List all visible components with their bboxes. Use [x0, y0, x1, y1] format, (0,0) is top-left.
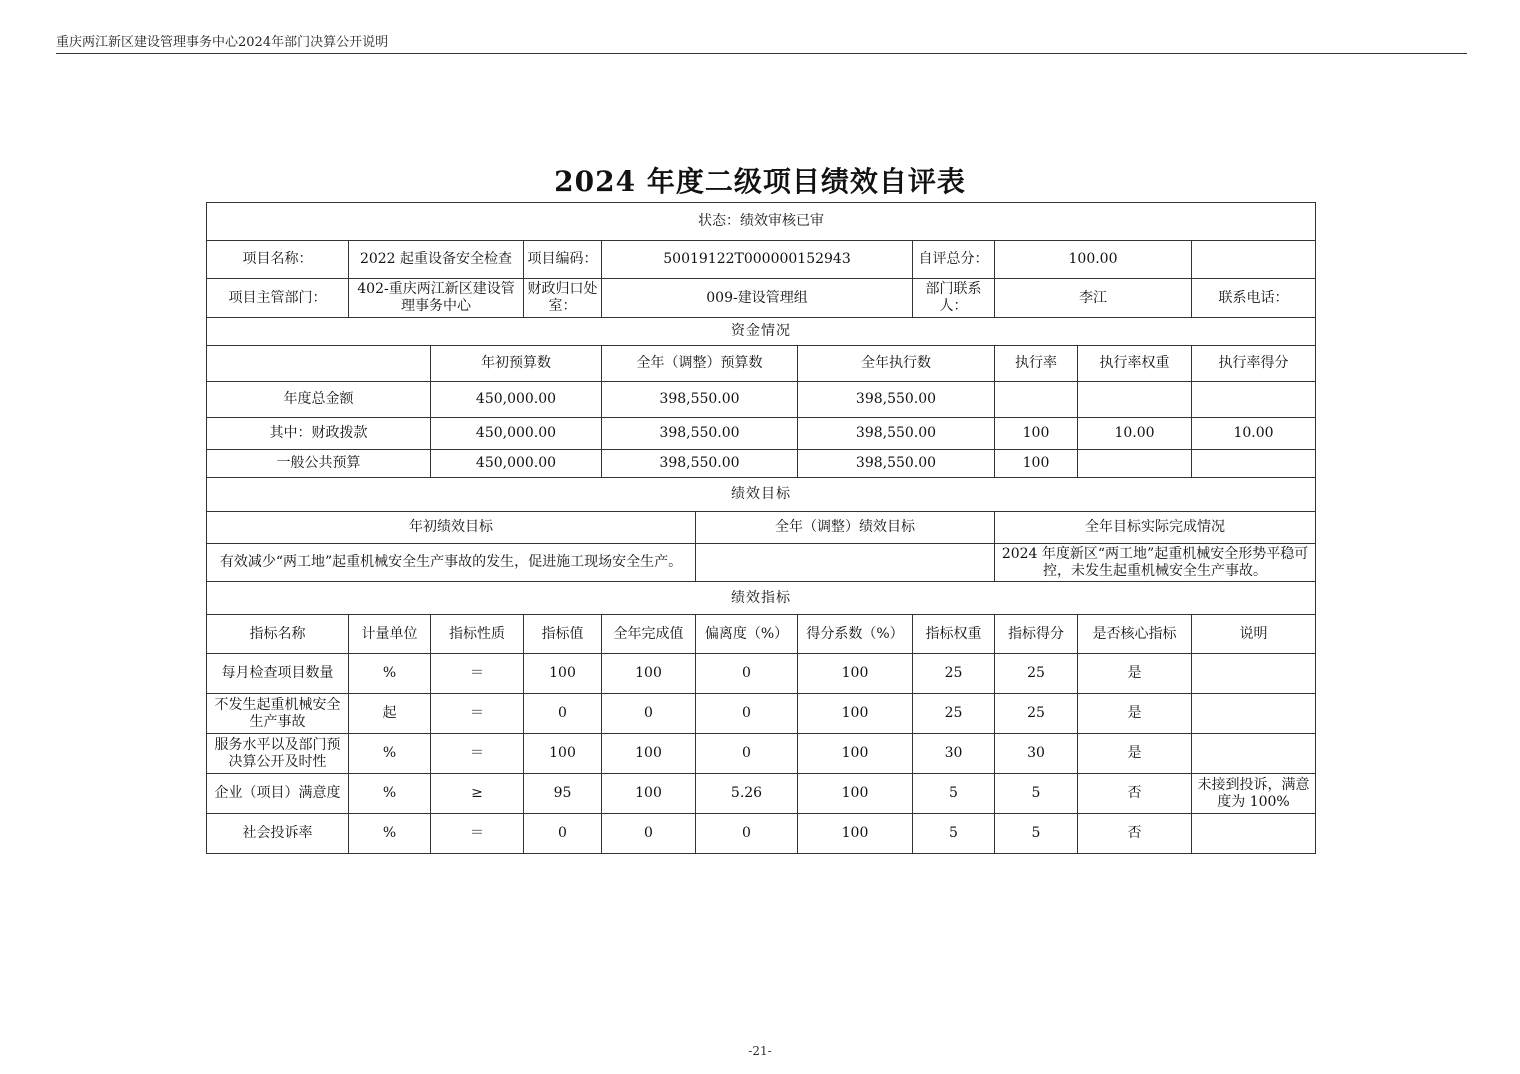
- indicator-header: 计量单位: [349, 615, 431, 654]
- funds-initial: 450,000.00: [431, 382, 602, 418]
- funds-weight: 10.00: [1078, 418, 1192, 450]
- indicator-note: [1192, 734, 1316, 774]
- indicator-actual: 0: [602, 814, 696, 854]
- dept-value: 402-重庆两江新区建设管理事务中心: [349, 279, 524, 318]
- funds-row: [207, 418, 1316, 450]
- funds-row: [207, 450, 1316, 478]
- indicator-target: 100: [524, 734, 602, 774]
- page-number: -21-: [748, 1044, 772, 1058]
- indicator-header: 指标得分: [995, 615, 1078, 654]
- funds-executed: 398,550.00: [798, 382, 995, 418]
- indicator-nature: ＝: [431, 814, 524, 854]
- indicator-target: 100: [524, 654, 602, 694]
- funds-initial: 450,000.00: [431, 450, 602, 478]
- funds-row-label: 年度总金额: [207, 382, 431, 418]
- indicator-deviation: 0: [696, 654, 798, 694]
- indicator-target: 95: [524, 774, 602, 814]
- funds-weight: [1078, 450, 1192, 478]
- funds-score: [1192, 382, 1316, 418]
- indicator-unit: %: [349, 654, 431, 694]
- indicator-actual: 100: [602, 734, 696, 774]
- funds-row: [207, 382, 1316, 418]
- indicator-unit: 起: [349, 694, 431, 734]
- indicator-header: 指标名称: [207, 615, 349, 654]
- funds-row-label: 其中：财政拨款: [207, 418, 431, 450]
- funds-score: [1192, 450, 1316, 478]
- indicator-header: 说明: [1192, 615, 1316, 654]
- indicator-header: 偏离度（%）: [696, 615, 798, 654]
- goals-actual-text: 2024 年度新区“两工地”起重机械安全形势平稳可控，未发生起重机械安全生产事故。: [995, 544, 1316, 582]
- indicator-name: 不发生起重机械安全生产事故: [207, 694, 349, 734]
- goals-adjusted-text: [696, 544, 995, 582]
- indicator-unit: %: [349, 814, 431, 854]
- page-header: 重庆两江新区建设管理事务中心2024年部门决算公开说明: [56, 35, 389, 50]
- indicator-coef: 100: [798, 694, 913, 734]
- funds-header: 年初预算数: [431, 346, 602, 382]
- funds-initial: 450,000.00: [431, 418, 602, 450]
- finance-value: 009-建设管理组: [602, 279, 913, 318]
- phone-label: 联系电话：: [1192, 279, 1316, 318]
- funds-header: 执行率: [995, 346, 1078, 382]
- project-name-value: 2022 起重设备安全检查: [349, 241, 524, 279]
- indicator-header: 指标权重: [913, 615, 995, 654]
- indicator-weight: 5: [913, 814, 995, 854]
- indicator-coef: 100: [798, 734, 913, 774]
- indicator-name: 企业（项目）满意度: [207, 774, 349, 814]
- indicator-unit: %: [349, 774, 431, 814]
- indicator-actual: 0: [602, 694, 696, 734]
- funds-adjusted: 398,550.00: [602, 450, 798, 478]
- indicator-weight: 25: [913, 694, 995, 734]
- funds-adjusted: 398,550.00: [602, 382, 798, 418]
- indicator-core: 否: [1078, 814, 1192, 854]
- indicator-weight: 5: [913, 774, 995, 814]
- page-title: 2024 年度二级项目绩效自评表: [554, 165, 966, 198]
- funds-header: 执行率权重: [1078, 346, 1192, 382]
- indicator-nature: ≥: [431, 774, 524, 814]
- indicator-score: 5: [995, 814, 1078, 854]
- dept-label: 项目主管部门：: [207, 279, 349, 318]
- indicator-row: [207, 774, 1316, 814]
- indicator-header: 指标值: [524, 615, 602, 654]
- funds-header: 全年执行数: [798, 346, 995, 382]
- funds-rate: [995, 382, 1078, 418]
- performance-evaluation-table: [206, 202, 1316, 854]
- funds-adjusted: 398,550.00: [602, 418, 798, 450]
- funds-header: 全年（调整）预算数: [602, 346, 798, 382]
- indicator-header: 是否核心指标: [1078, 615, 1192, 654]
- indicator-nature: ＝: [431, 694, 524, 734]
- indicator-name: 服务水平以及部门预决算公开及时性: [207, 734, 349, 774]
- finance-label: 财政归口处室：: [524, 279, 602, 318]
- indicators-section-title: 绩效指标: [207, 582, 1316, 615]
- score-label: 自评总分：: [913, 241, 995, 279]
- indicator-header: 指标性质: [431, 615, 524, 654]
- funds-header-blank: [207, 346, 431, 382]
- status-cell: 状态：绩效审核已审: [207, 203, 1316, 241]
- indicator-row: [207, 694, 1316, 734]
- indicator-nature: ＝: [431, 654, 524, 694]
- indicator-coef: 100: [798, 774, 913, 814]
- indicator-deviation: 0: [696, 734, 798, 774]
- indicator-row: [207, 734, 1316, 774]
- indicator-target: 0: [524, 814, 602, 854]
- indicator-note: 未接到投诉，满意度为 100%: [1192, 774, 1316, 814]
- indicator-name: 每月检查项目数量: [207, 654, 349, 694]
- funds-header: 执行率得分: [1192, 346, 1316, 382]
- indicator-note: [1192, 814, 1316, 854]
- indicator-name: 社会投诉率: [207, 814, 349, 854]
- funds-score: 10.00: [1192, 418, 1316, 450]
- indicator-deviation: 5.26: [696, 774, 798, 814]
- indicator-row: [207, 814, 1316, 854]
- indicator-coef: 100: [798, 814, 913, 854]
- funds-row-label: 一般公共预算: [207, 450, 431, 478]
- goals-initial-text: 有效减少“两工地”起重机械安全生产事故的发生，促进施工现场安全生产。: [207, 544, 696, 582]
- funds-weight: [1078, 382, 1192, 418]
- indicator-score: 30: [995, 734, 1078, 774]
- indicator-weight: 30: [913, 734, 995, 774]
- indicator-actual: 100: [602, 654, 696, 694]
- indicator-core: 否: [1078, 774, 1192, 814]
- indicator-header: 全年完成值: [602, 615, 696, 654]
- goals-adjusted-header: 全年（调整）绩效目标: [696, 512, 995, 544]
- indicator-note: [1192, 654, 1316, 694]
- contact-label: 部门联系人：: [913, 279, 995, 318]
- indicator-weight: 25: [913, 654, 995, 694]
- header-divider: [56, 53, 1467, 54]
- project-code-value: 50019122T000000152943: [602, 241, 913, 279]
- indicator-deviation: 0: [696, 814, 798, 854]
- indicator-actual: 100: [602, 774, 696, 814]
- score-value: 100.00: [995, 241, 1192, 279]
- indicator-unit: %: [349, 734, 431, 774]
- indicator-score: 5: [995, 774, 1078, 814]
- indicator-score: 25: [995, 694, 1078, 734]
- funds-rate: 100: [995, 418, 1078, 450]
- indicator-nature: ＝: [431, 734, 524, 774]
- indicator-core: 是: [1078, 654, 1192, 694]
- funds-section-title: 资金情况: [207, 318, 1316, 346]
- indicator-core: 是: [1078, 734, 1192, 774]
- funds-rate: 100: [995, 450, 1078, 478]
- indicator-score: 25: [995, 654, 1078, 694]
- indicator-core: 是: [1078, 694, 1192, 734]
- project-code-label: 项目编码：: [524, 241, 602, 279]
- goals-section-title: 绩效目标: [207, 478, 1316, 512]
- funds-executed: 398,550.00: [798, 418, 995, 450]
- project-name-label: 项目名称：: [207, 241, 349, 279]
- indicator-header: 得分系数（%）: [798, 615, 913, 654]
- indicator-target: 0: [524, 694, 602, 734]
- indicator-note: [1192, 694, 1316, 734]
- funds-executed: 398,550.00: [798, 450, 995, 478]
- goals-actual-header: 全年目标实际完成情况: [995, 512, 1316, 544]
- indicator-coef: 100: [798, 654, 913, 694]
- empty-cell: [1192, 241, 1316, 279]
- indicator-deviation: 0: [696, 694, 798, 734]
- indicator-row: [207, 654, 1316, 694]
- contact-value: 李江: [995, 279, 1192, 318]
- goals-initial-header: 年初绩效目标: [207, 512, 696, 544]
